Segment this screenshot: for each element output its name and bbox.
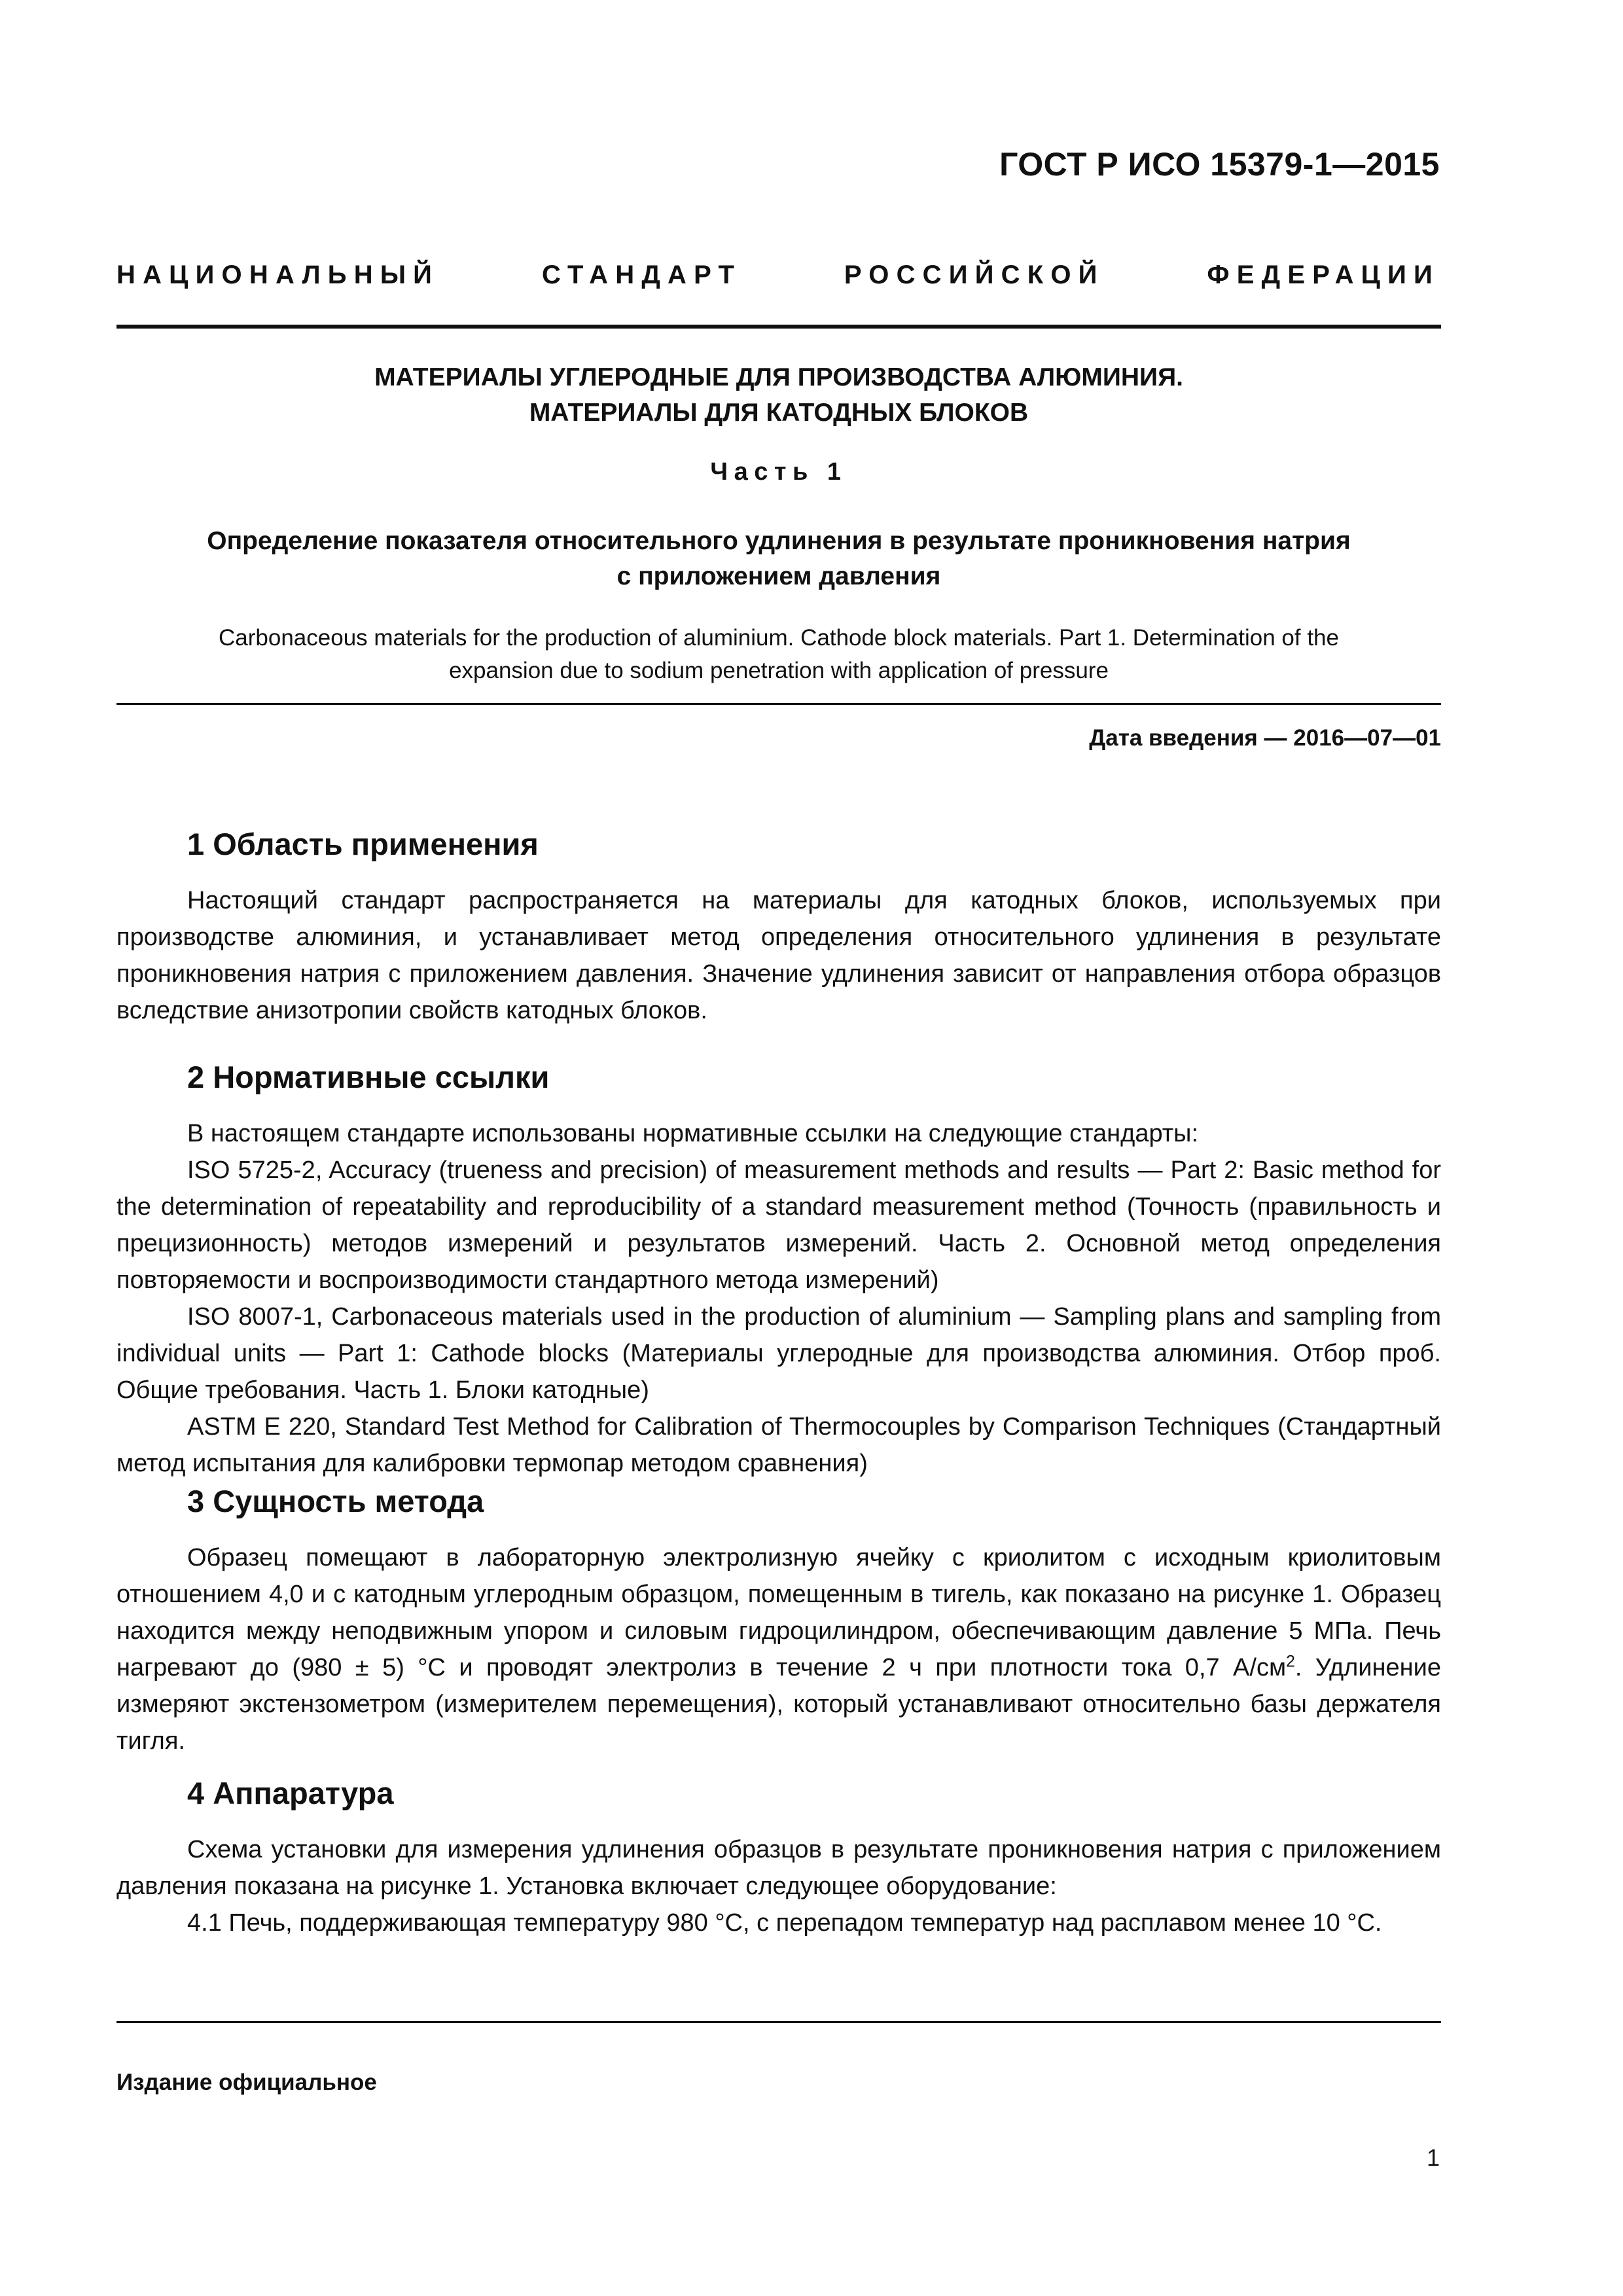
section-1-heading: 1 Область применения (187, 827, 539, 861)
section-2-reference-iso-5725: ISO 5725-2, Accuracy (trueness and precision) of measurement methods and results — Part 2: Basic method for the determination of repeatability and reproducibility of a standard measurement method (Точность (правильность и прецизионность) методов измерений и результатов измерений. Часть 2. Основной метод определения повторяемости и воспроизводимости стандартного метода измерений) (116, 1157, 1441, 1294)
edition-label: Издание официальное (116, 2070, 377, 2095)
subtitle-line-1: Определение показателя относительного удлинения в результате проникновения натрия (207, 527, 1351, 555)
section-3-paragraph (116, 1539, 1441, 1759)
document-title (116, 360, 1441, 431)
section-3-heading: 3 Сущность метода (187, 1484, 484, 1518)
english-title-line-2: expansion due to sodium penetration with application of pressure (449, 658, 1109, 683)
section-2-heading: 2 Нормативные ссылки (187, 1060, 550, 1094)
section-1-body (116, 882, 1441, 1029)
section-4-paragraph-1: Схема установки для измерения удлинения образцов в результате проникновения натрия с приложением давления показана на рисунке 1. Установка включает следующее оборудование: (116, 1836, 1441, 1900)
standard-designation: ГОСТ Р ИСО 15379-1—2015 (999, 146, 1440, 183)
section-3-superscript: 2 (1286, 1653, 1295, 1671)
header-divider (116, 325, 1441, 329)
section-2-reference-astm-e220: ASTM E 220, Standard Test Method for Calibration of Thermocouples by Comparison Techniques (Стандартный метод испытания для калибровки термопар методом сравнения) (116, 1413, 1441, 1477)
section-3-text-b: . Удлинение измеряют экстензометром (измерителем перемещения), который устанавливают относительно базы держателя тигля. (116, 1654, 1441, 1755)
section-1-paragraph: Настоящий стандарт распространяется на материалы для катодных блоков, используемых при производстве алюминия, и устанавливает метод определения относительного удлинения в результате проникновения натрия с приложением давления. Значение удлинения зависит от направления отбора образцов вследствие анизотропии свойств катодных блоков. (116, 887, 1441, 1024)
document-subtitle (116, 524, 1441, 594)
standard-type-banner: НАЦИОНАЛЬНЫЙ СТАНДАРТ РОССИЙСКОЙ ФЕДЕРАЦИИ (116, 260, 1440, 289)
title-divider (116, 703, 1441, 705)
section-4-body (116, 1831, 1441, 1941)
title-line-1: МАТЕРИАЛЫ УГЛЕРОДНЫЕ ДЛЯ ПРОИЗВОДСТВА АЛЮМИНИЯ. (374, 363, 1183, 391)
introduction-date: Дата введения — 2016—07—01 (1089, 725, 1441, 751)
english-title-line-1: Carbonaceous materials for the production of aluminium. Cathode block materials. Part 1. Determination of the (219, 625, 1339, 651)
section-2-reference-iso-8007: ISO 8007-1, Carbonaceous materials used in the production of aluminium — Sampling plans and sampling from individual units — Part 1: Cathode blocks (Материалы углеродные для производства алюминия. Отбор проб. Общие требования. Часть 1. Блоки катодные) (116, 1303, 1441, 1404)
page-number: 1 (1426, 2144, 1440, 2171)
section-2-paragraph-1: В настоящем стандарте использованы нормативные ссылки на следующие стандарты: (187, 1120, 1199, 1147)
section-4-paragraph-2: 4.1 Печь, поддерживающая температуру 980 °С, с перепадом температур над расплавом менее 10 °С. (187, 1909, 1382, 1937)
section-2-body (116, 1115, 1441, 1482)
section-3-text-a: Образец помещают в лабораторную электролизную ячейку с криолитом с исходным криолитовым отношением 4,0 и с катодным углеродным образцом, помещенным в тигель, как показано на рисунке 1. Образец находится между неподвижным упором и силовым гидроцилиндром, обеспечивающим давление 5 МПа. Печь нагревают до (980 ± 5) °С и проводят электролиз в течение 2 ч при плотности тока 0,7 А/см (116, 1544, 1441, 1681)
english-title (144, 622, 1414, 687)
subtitle-line-2: с приложением давления (616, 562, 941, 590)
footer-divider (116, 2021, 1441, 2023)
section-3-body (116, 1539, 1441, 1759)
title-line-2: МАТЕРИАЛЫ ДЛЯ КАТОДНЫХ БЛОКОВ (529, 399, 1029, 427)
part-label: Часть 1 (710, 458, 847, 486)
section-4-heading: 4 Аппаратура (187, 1776, 394, 1810)
